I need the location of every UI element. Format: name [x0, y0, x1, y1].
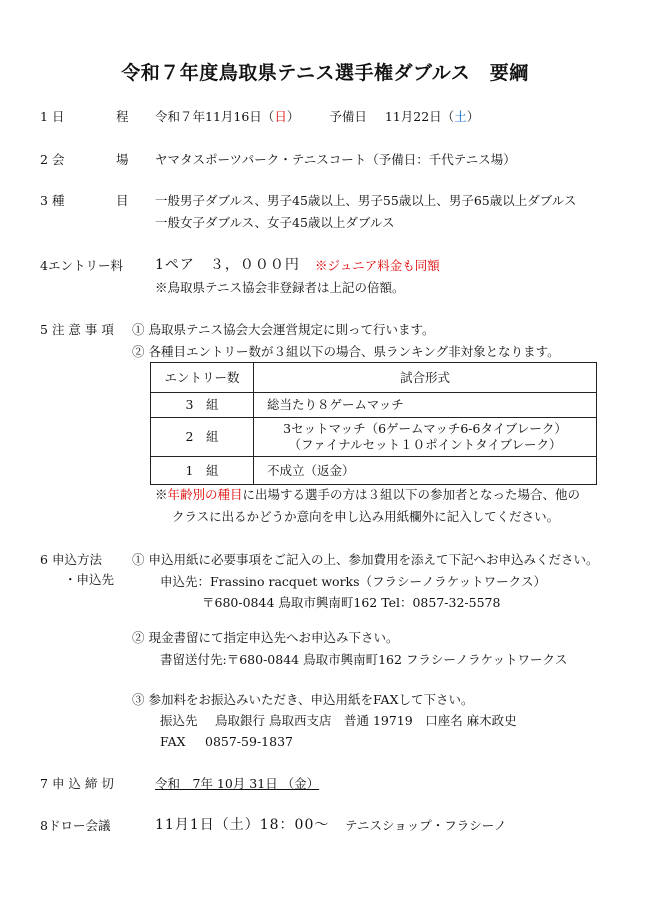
junior-fee-note: ※ジュニア料金も同額 [315, 258, 440, 273]
section-8-label [40, 818, 110, 834]
section-6-label [40, 552, 102, 568]
apply-method-1: ① 申込用紙に必要事項をご記入の上、参加費用を添えて下記へお申込みください。 [132, 552, 599, 567]
label-text: 申込方法 [51, 552, 102, 567]
section-1-label [40, 109, 64, 125]
age-category-note [155, 487, 580, 503]
header-entry-count: エントリー数 [151, 363, 254, 393]
events-line-1: 一般男子ダブルス、男子45歳以上、男子55歳以上、男子65歳以上ダブルス [155, 193, 577, 208]
date: 令和７年11月16日（ [155, 109, 275, 124]
schedule-content [155, 109, 479, 125]
label-part: 場 [116, 152, 129, 167]
section-3-label [40, 193, 64, 209]
section-number: 5 [40, 322, 48, 337]
reserve-day: 土 [454, 109, 467, 124]
note-item-1: ① 鳥取県テニス協会大会運営規定に則って行います。 [132, 322, 435, 337]
table-header-row [151, 363, 597, 393]
match-format [254, 418, 597, 457]
apply-address: 〒680-0844 鳥取市興南町162 Tel：0857-32-5578 [202, 595, 501, 610]
entry-fee: 1ペア ３，０００円 [155, 257, 300, 273]
apply-method-3: ③ 参加料をお振込みいただき、申込用紙をFAXして下さい。 [132, 692, 474, 707]
reserve-label: 予備日 [329, 109, 367, 124]
match-format: 不成立（返金） [254, 457, 597, 485]
section-number: 3 [40, 193, 48, 208]
table-row [151, 457, 597, 485]
note-highlight: 年齢別の種目 [167, 487, 243, 502]
registered-mail-destination: 書留送付先:〒680-0844 鳥取市興南町162 フラシーノラケットワークス [160, 652, 568, 667]
section-5-label [40, 322, 114, 338]
match-format: 総当たり８ゲームマッチ [254, 393, 597, 418]
label-text: エントリー料 [47, 258, 123, 273]
reserve-date: 11月22日（ [384, 109, 455, 124]
section-2-label [40, 152, 64, 168]
section-number: 2 [40, 152, 48, 167]
section-6-label-2: ・申込先 [64, 572, 115, 587]
format-line: （ファイナルセット１０ポイントタイブレーク） [288, 437, 562, 452]
paren: ） [466, 109, 480, 124]
entry-count: 1 組 [151, 457, 254, 485]
deadline: 令和 7年 10月 31日 （金） [155, 776, 320, 791]
label-part: 種 [51, 193, 65, 208]
apply-destination: 申込先：Frassino racquet works（フラシーノラケットワークス） [160, 574, 547, 589]
label-text: 申 込 締 切 [51, 776, 114, 791]
match-format-table [150, 362, 597, 485]
note-text: に出場する選手の方は３組以下の参加者となった場合、他の [242, 487, 581, 502]
venue: ヤマタスポーツパーク・テニスコート（予備日：千代テニス場） [155, 152, 516, 167]
page-title: 令和７年度鳥取県テニス選手権ダブルス 要綱 [121, 62, 529, 84]
apply-method-2: ② 現金書留にて指定申込先へお申込み下さい。 [132, 630, 399, 645]
entry-count: 3 組 [151, 393, 254, 418]
section-number: 7 [40, 776, 48, 791]
date-day: 日 [274, 109, 287, 124]
table-row [151, 418, 597, 457]
section-number: 1 [40, 109, 48, 124]
label-text: 注 意 事 項 [51, 322, 114, 337]
section-number: 4 [40, 258, 48, 273]
events-line-2: 一般女子ダブルス、女子45歳以上ダブルス [155, 215, 395, 230]
label-part: 程 [116, 109, 129, 124]
label-text: ドロー会議 [47, 818, 111, 833]
label-part: 目 [116, 193, 129, 208]
bank-label: 振込先 [160, 713, 198, 728]
entry-count: 2 組 [151, 418, 254, 457]
age-category-note-line-2: クラスに出るかどうか意向を申し込み用紙欄外に記入してください。 [172, 509, 560, 524]
bank-info: 鳥取銀行 鳥取西支店 普通 19719 口座名 麻木政史 [215, 713, 517, 728]
format-line: 3セットマッチ（6ゲームマッチ6-6タイブレーク） [283, 421, 567, 436]
fax-number: 0857-59-1837 [205, 734, 293, 749]
section-number: 8 [40, 818, 48, 833]
header-format: 試合形式 [254, 363, 597, 393]
label-part: 会 [51, 152, 65, 167]
paren: ） [286, 109, 300, 124]
fax-label: FAX [160, 734, 186, 749]
label-part: 日 [51, 109, 65, 124]
note-mark: ※ [155, 487, 168, 502]
draw-meeting-time: 11月1日（土）18：00～ [155, 817, 330, 833]
section-4-label [40, 258, 123, 274]
note-item-2: ② 各種目エントリー数が３組以下の場合、県ランキング非対象となります。 [132, 344, 560, 359]
fee-note: ※鳥取県テニス協会非登録者は上記の倍額。 [155, 280, 405, 295]
section-7-label [40, 776, 114, 792]
draw-meeting-place: テニスショップ・フラシーノ [345, 818, 507, 833]
table-row [151, 393, 597, 418]
section-number: 6 [40, 552, 48, 567]
